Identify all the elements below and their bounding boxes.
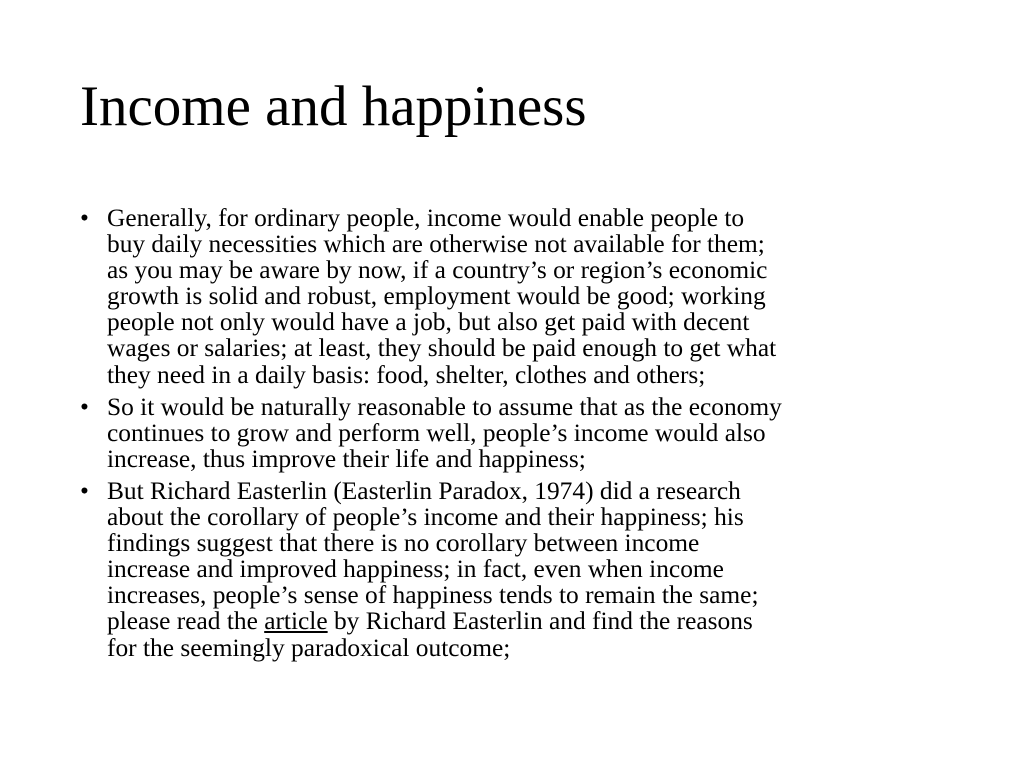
bullet-text-line: increase and improved happiness; in fact, even when income — [107, 555, 724, 584]
bullet-text-line: So it would be naturally reasonable to assume that as the economy — [107, 392, 782, 421]
bullet-text-line: for the seemingly paradoxical outcome; — [107, 633, 511, 662]
article-link[interactable]: article — [264, 607, 328, 636]
bullet-item-economy-assumption — [80, 394, 942, 472]
link-line-suffix: by Richard Easterlin and find the reasons — [327, 607, 753, 636]
bullet-text-line-with-link — [107, 608, 942, 634]
bullet-marker: • — [80, 204, 89, 232]
bullet-text-line: wages or salaries; at least, they should be paid enough to get what — [107, 334, 777, 363]
bullet-marker: • — [80, 392, 89, 421]
bullet-text-line: But Richard Easterlin (Easterlin Paradox, 1974) did a research — [107, 476, 741, 505]
bullet-marker: • — [80, 476, 89, 505]
bullet-text-line: about the corollary of people’s income and their happiness; his — [107, 503, 744, 532]
bullet-list — [80, 205, 942, 667]
bullet-text-line: they need in a daily basis: food, shelter, clothes and others; — [107, 360, 706, 389]
bullet-text-line: Generally, for ordinary people, income would enable people to — [107, 204, 745, 232]
bullet-text-line: growth is solid and robust, employment would be good; working — [107, 282, 766, 311]
slide-title: Income and happiness — [80, 75, 587, 138]
link-line-prefix: please read the — [107, 607, 265, 636]
bullet-text-line: continues to grow and perform well, people’s income would also — [107, 418, 766, 447]
bullet-text-line: increases, people’s sense of happiness tends to remain the same; — [107, 581, 759, 610]
bullet-text-line: increase, thus improve their life and happiness; — [107, 444, 586, 473]
bullet-text-line: buy daily necessities which are otherwise not available for them; — [107, 230, 765, 259]
bullet-text-line: people not only would have a job, but also get paid with decent — [107, 308, 750, 337]
bullet-text-line: as you may be aware by now, if a country’s or region’s economic — [107, 256, 768, 285]
bullet-item-easterlin-paradox — [80, 478, 942, 661]
bullet-text-line: findings suggest that there is no corollary between income — [107, 529, 700, 558]
bullet-item-income-necessities — [80, 205, 942, 388]
